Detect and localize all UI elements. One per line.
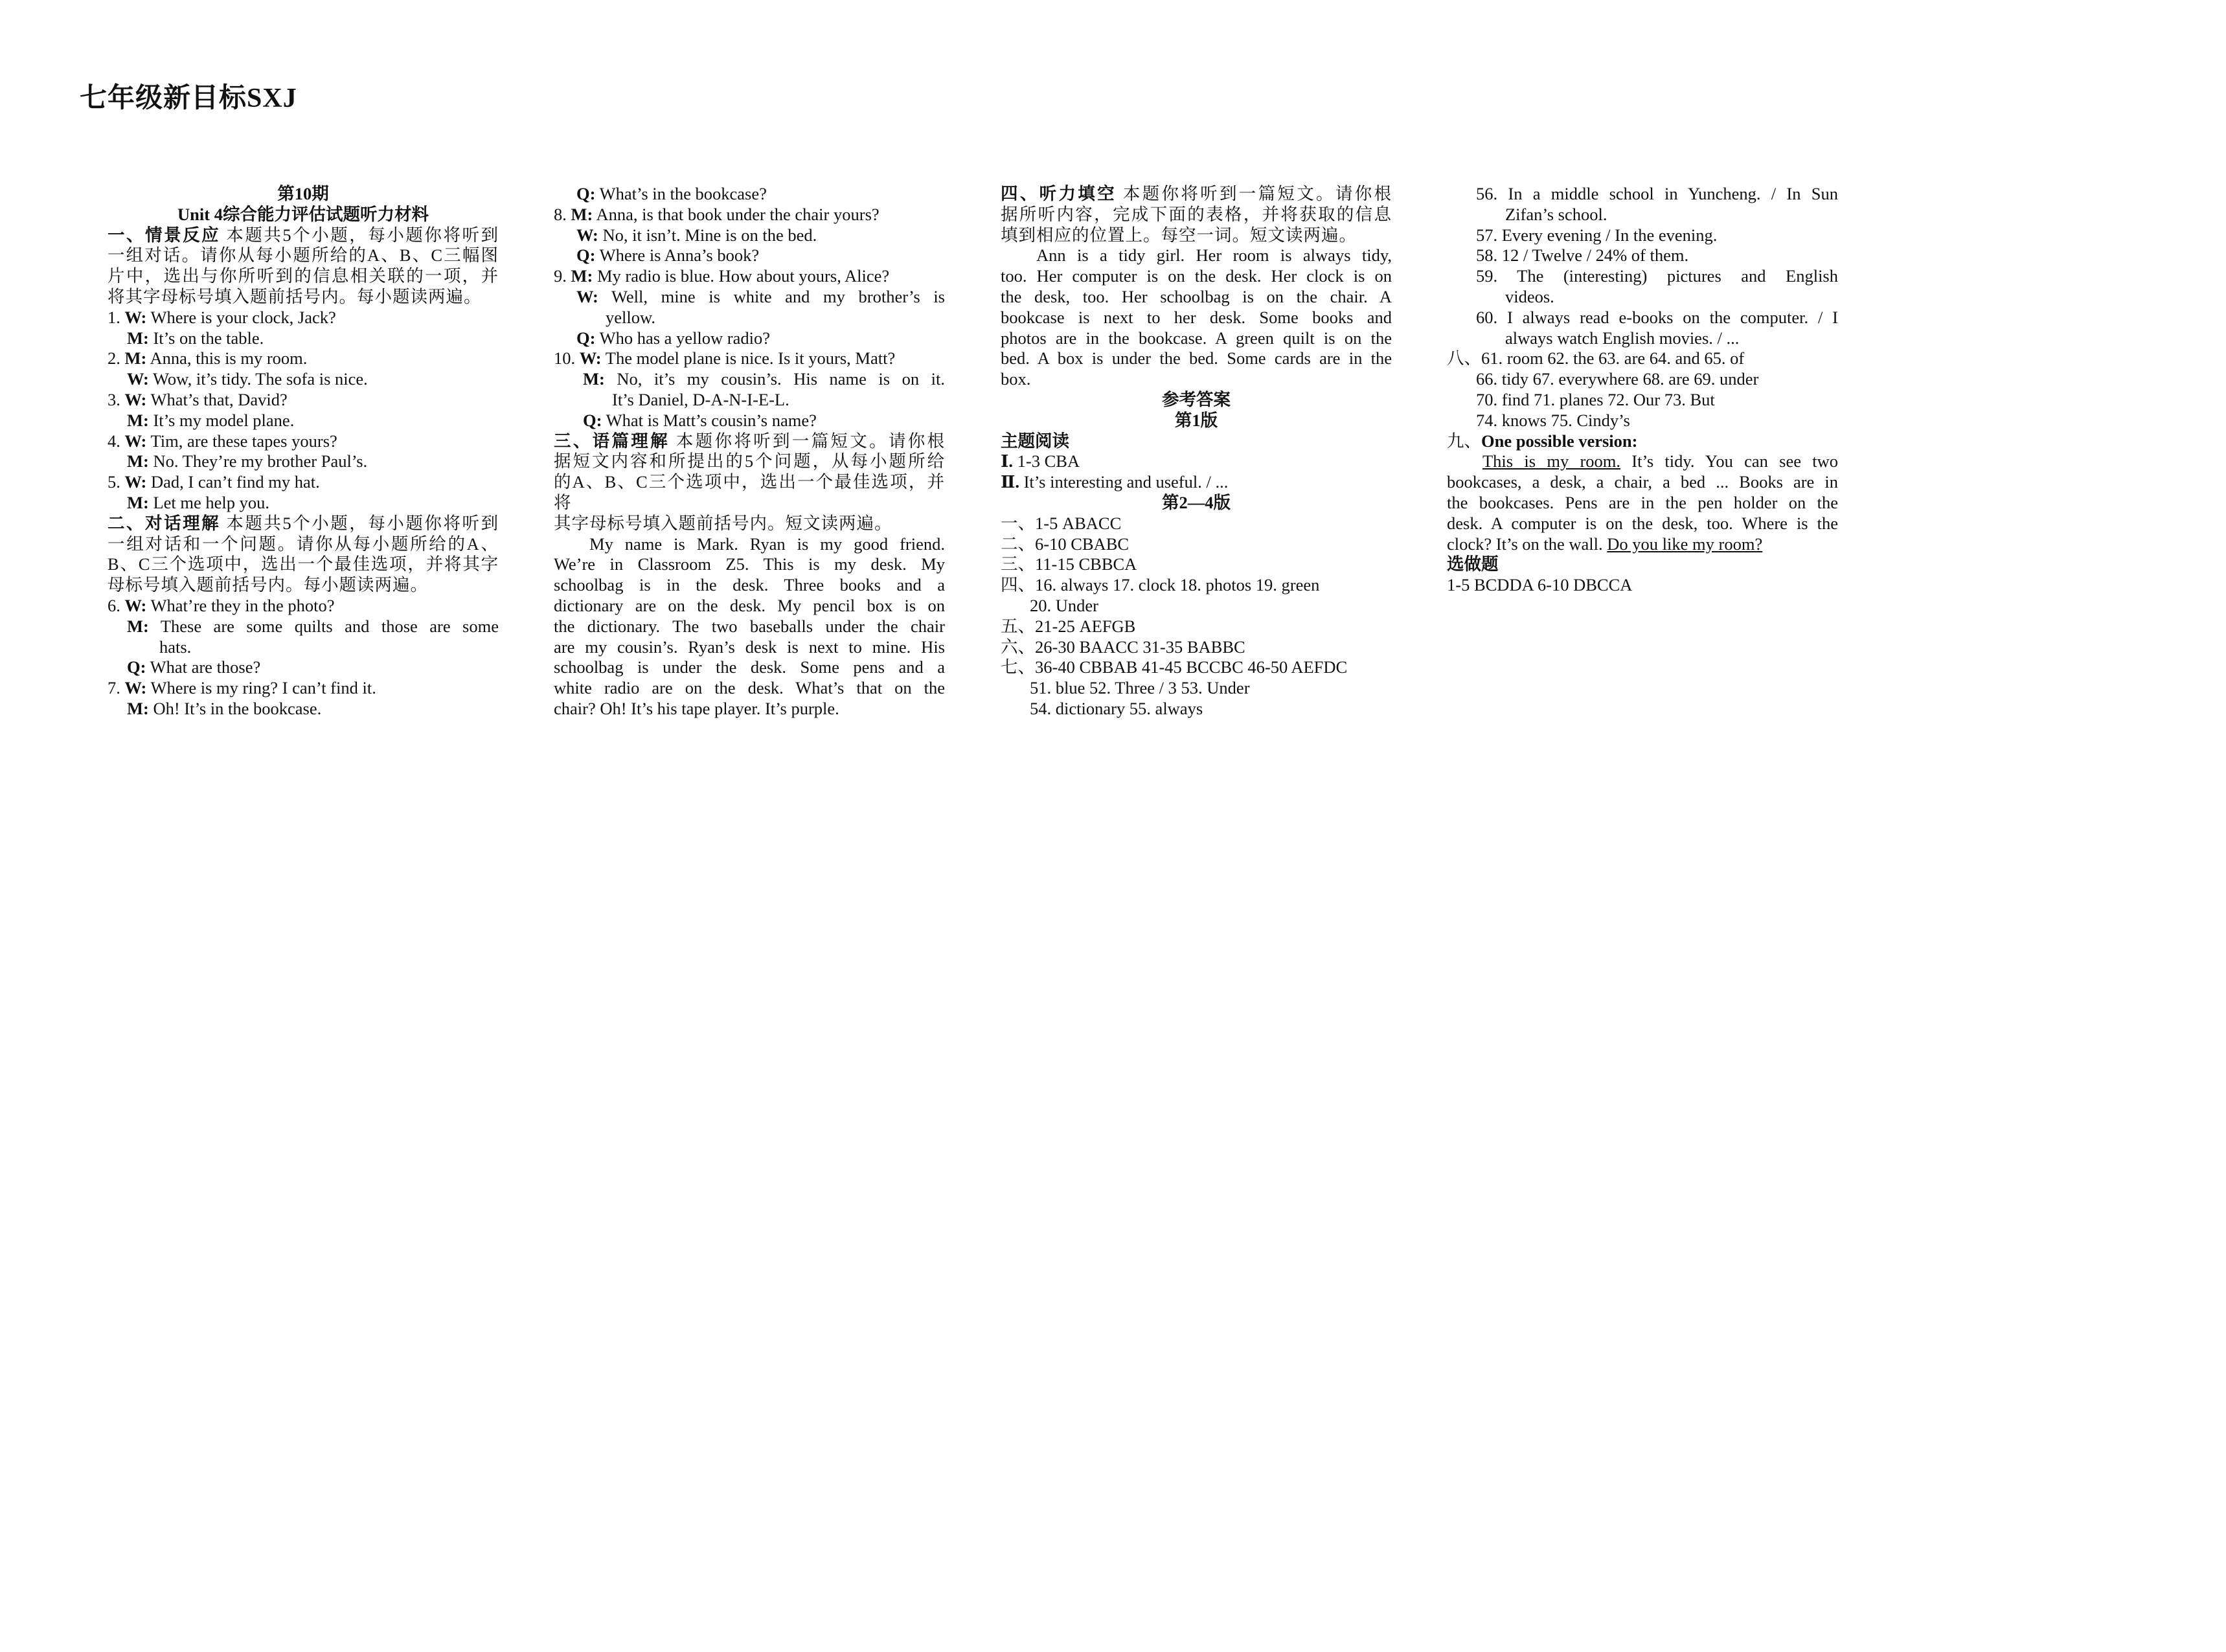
line-text: What is Matt’s cousin’s name? xyxy=(602,410,817,430)
bold-label: M: xyxy=(583,369,605,389)
text-line xyxy=(108,411,499,431)
line-text: My radio is blue. How about yours, Alice? xyxy=(593,266,890,286)
text-line xyxy=(108,287,499,308)
column-4 xyxy=(1447,184,1838,596)
text-line xyxy=(554,184,945,205)
text-line xyxy=(1001,369,1392,390)
text-line xyxy=(108,699,499,719)
line-text: 三、11-15 CBBCA xyxy=(1001,554,1137,574)
line-text: 主题阅读 xyxy=(1001,431,1069,451)
line-text: 第1版 xyxy=(1174,410,1218,430)
line-text: 一组对话。请你从每小题所给的A、B、C三幅图 xyxy=(108,245,499,266)
text-line xyxy=(1447,245,1838,266)
line-text: Anna, this is my room. xyxy=(146,348,308,368)
line-text: No. They’re my brother Paul’s. xyxy=(148,451,368,471)
line-text: hats. xyxy=(159,637,192,657)
line-text: photos are in the bookcase. A green quilt is on the xyxy=(1001,328,1392,348)
text-line xyxy=(1001,699,1392,719)
text-line xyxy=(1447,534,1838,555)
bold-label: Q: xyxy=(576,184,596,203)
text-line xyxy=(108,617,499,637)
line-text: 1. xyxy=(108,307,125,327)
line-text: Where is Anna’s book? xyxy=(595,245,760,266)
text-line xyxy=(1447,266,1838,287)
line-text: 7. xyxy=(108,678,125,698)
line-text: 据所听内容，完成下面的表格，并将获取的信息 xyxy=(1001,204,1392,224)
line-text: 本题共5个小题，每小题你将听到 xyxy=(220,225,499,245)
line-text: bookcase is next to her desk. Some books and xyxy=(1001,307,1392,327)
underlined-text: This is my room. xyxy=(1482,451,1621,471)
line-text: the desk, too. Her schoolbag is on the chair. A xyxy=(1001,286,1392,306)
text-line xyxy=(554,451,945,472)
bold-label: M: xyxy=(571,204,593,224)
text-line xyxy=(554,225,945,246)
line-text: dictionary are on the desk. My pencil box is on xyxy=(554,595,945,615)
line-text: It’s Daniel, D-A-N-I-E-L. xyxy=(612,389,789,409)
line-text: 4. xyxy=(108,431,125,451)
text-line xyxy=(1001,554,1392,575)
line-text: 57. Every evening / In the evening. xyxy=(1476,225,1718,245)
text-line xyxy=(108,472,499,493)
bold-label: Q: xyxy=(583,410,602,430)
text-line xyxy=(1001,678,1392,699)
line-text: are my cousin’s. Ryan’s desk is next to mine. His xyxy=(554,637,945,657)
text-line xyxy=(108,637,499,658)
text-line xyxy=(1001,431,1392,452)
text-line xyxy=(1447,411,1838,431)
text-line xyxy=(108,266,499,287)
line-text: box. xyxy=(1001,369,1031,389)
text-line xyxy=(1447,514,1838,534)
text-line xyxy=(1001,514,1392,534)
line-text: No, it’s my cousin’s. His name is on it. xyxy=(604,369,945,389)
line-text: 51. blue 52. Three / 3 53. Under xyxy=(1030,678,1250,698)
bold-label: W: xyxy=(124,431,147,451)
text-line xyxy=(108,431,499,452)
text-line xyxy=(1447,287,1838,308)
bold-label: M: xyxy=(127,616,149,636)
text-line xyxy=(554,308,945,328)
line-text: 选做题 xyxy=(1447,554,1499,574)
line-text: 1-3 CBA xyxy=(1013,451,1080,471)
line-text: 66. tidy 67. everywhere 68. are 69. under xyxy=(1476,369,1759,389)
bold-label: W: xyxy=(576,225,598,245)
line-text: Oh! It’s in the bookcase. xyxy=(148,698,322,718)
bold-label: 一、情景反应 xyxy=(108,225,221,245)
line-text: We’re in Classroom Z5. This is my desk. My xyxy=(554,554,945,574)
text-line xyxy=(554,245,945,266)
line-text: 9. xyxy=(554,266,571,286)
text-line xyxy=(1447,472,1838,493)
text-line xyxy=(1001,287,1392,308)
text-line xyxy=(1447,225,1838,246)
text-line xyxy=(1447,554,1838,575)
bold-label: Ⅰ. xyxy=(1001,451,1014,471)
bold-label: Q: xyxy=(576,328,596,348)
text-line xyxy=(554,514,945,534)
text-line xyxy=(554,328,945,349)
text-line xyxy=(108,369,499,390)
line-text: 本题你将听到一篇短文。请你根 xyxy=(669,431,946,451)
line-text: desk. A computer is on the desk, too. Where is the xyxy=(1447,513,1838,533)
line-text: 54. dictionary 55. always xyxy=(1030,698,1203,718)
line-text: 其字母标号填入题前括号内。短文读两遍。 xyxy=(554,513,892,533)
line-text: the dictionary. The two baseballs under the chair xyxy=(554,616,945,636)
text-line xyxy=(554,699,945,719)
bold-label: M: xyxy=(127,698,149,718)
text-line xyxy=(108,328,499,349)
text-line xyxy=(1001,308,1392,328)
line-text: bed. A box is under the bed. Some cards are in the xyxy=(1001,348,1392,368)
line-text: schoolbag is under the desk. Some pens and a xyxy=(554,657,945,677)
line-text: What are those? xyxy=(146,657,261,677)
line-text: 20. Under xyxy=(1030,595,1098,615)
text-line xyxy=(1001,575,1392,596)
bold-label: One possible version: xyxy=(1481,431,1638,451)
line-text: too. Her computer is on the desk. Her clock is on xyxy=(1001,266,1392,286)
line-text: 10. xyxy=(554,348,580,368)
underlined-text: Do you like my room? xyxy=(1607,534,1763,554)
line-text: 据短文内容和所提出的5个问题，从每小题所给 xyxy=(554,451,945,471)
bold-label: 二、对话理解 xyxy=(108,513,221,533)
line-text: 将其字母标号填入题前括号内。每小题读两遍。 xyxy=(108,286,482,306)
text-line xyxy=(1447,431,1838,452)
line-text: 3. xyxy=(108,389,125,409)
bold-label: M: xyxy=(127,328,149,348)
text-line xyxy=(554,472,945,514)
text-line xyxy=(108,554,499,575)
line-text: 一组对话和一个问题。请你从每小题所给的A、 xyxy=(108,534,499,554)
text-line xyxy=(108,390,499,411)
bold-label: W: xyxy=(576,286,598,306)
text-line xyxy=(1001,451,1392,472)
text-line xyxy=(1001,390,1392,411)
text-line xyxy=(554,534,945,555)
bold-label: W: xyxy=(124,389,147,409)
line-text: Who has a yellow radio? xyxy=(595,328,771,348)
bold-label: M: xyxy=(571,266,593,286)
bold-label: Q: xyxy=(576,245,596,266)
line-text: 58. 12 / Twelve / 24% of them. xyxy=(1476,245,1689,266)
bold-label: M: xyxy=(127,410,149,430)
text-line xyxy=(108,678,499,699)
line-text: No, it isn’t. Mine is on the bed. xyxy=(598,225,817,245)
bold-label: W: xyxy=(124,678,147,698)
line-text: Unit 4综合能力评估试题听力材料 xyxy=(177,204,429,224)
line-text: 70. find 71. planes 72. Our 73. But xyxy=(1476,389,1715,409)
text-line xyxy=(554,390,945,411)
line-text: 填到相应的位置上。每空一词。短文读两遍。 xyxy=(1001,225,1357,245)
text-line xyxy=(1001,328,1392,349)
line-text: It’s my model plane. xyxy=(148,410,295,430)
text-line xyxy=(1447,493,1838,514)
line-text: videos. xyxy=(1505,286,1554,306)
text-line xyxy=(108,534,499,555)
line-text: 六、26-30 BAACC 31-35 BABBC xyxy=(1001,637,1245,657)
bold-label: 四、听力填空 xyxy=(1001,184,1117,203)
line-text: 本题你将听到一篇短文。请你根 xyxy=(1116,184,1392,203)
text-line xyxy=(1001,184,1392,205)
bold-label: M: xyxy=(124,348,147,368)
text-line xyxy=(108,451,499,472)
bold-label: W: xyxy=(579,348,602,368)
text-line xyxy=(554,575,945,596)
text-line xyxy=(108,245,499,266)
text-line xyxy=(1447,451,1838,472)
text-line xyxy=(1001,411,1392,431)
text-line xyxy=(554,287,945,308)
text-line xyxy=(554,411,945,431)
line-text: The model plane is nice. Is it yours, Matt? xyxy=(601,348,896,368)
line-text: It’s on the table. xyxy=(148,328,264,348)
text-line xyxy=(1001,657,1392,678)
line-text: the bookcases. Pens are in the pen holder on the xyxy=(1447,492,1838,512)
line-text: schoolbag is in the desk. Three books and a xyxy=(554,575,945,595)
line-text: 本题共5个小题，每小题你将听到 xyxy=(220,513,499,533)
line-text: always watch English movies. / ... xyxy=(1505,328,1740,348)
column-2 xyxy=(554,184,945,719)
line-text: clock? It’s on the wall. xyxy=(1447,534,1607,554)
line-text: Tim, are these tapes yours? xyxy=(146,431,337,451)
line-text: These are some quilts and those are some xyxy=(148,616,499,636)
text-line xyxy=(1001,493,1392,514)
line-text: 八、61. room 62. the 63. are 64. and 65. of xyxy=(1447,348,1745,368)
text-line xyxy=(554,369,945,390)
line-text: 七、36-40 CBBAB 41-45 BCCBC 46-50 AEFDC xyxy=(1001,657,1348,677)
text-line xyxy=(1001,205,1392,225)
text-line xyxy=(554,348,945,369)
line-text: Dad, I can’t find my hat. xyxy=(146,472,320,492)
text-line xyxy=(1001,472,1392,493)
line-text: Where is your clock, Jack? xyxy=(146,307,336,327)
line-text: My name is Mark. Ryan is my good friend. xyxy=(589,534,945,554)
bold-label: M: xyxy=(127,492,149,512)
line-text: 一、1-5 ABACC xyxy=(1001,513,1122,533)
line-text: 九、 xyxy=(1447,431,1481,451)
line-text: Let me help you. xyxy=(148,492,270,512)
column-3 xyxy=(1001,184,1392,719)
text-line xyxy=(554,554,945,575)
line-text: 2. xyxy=(108,348,125,368)
line-text: Zifan’s school. xyxy=(1505,204,1607,224)
line-text: It’s interesting and useful. / ... xyxy=(1019,472,1229,492)
line-text: chair? Oh! It’s his tape player. It’s purple. xyxy=(554,698,839,718)
text-line xyxy=(1001,266,1392,287)
line-text: 母标号填入题前括号内。每小题读两遍。 xyxy=(108,575,428,595)
line-text: Anna, is that book under the chair yours? xyxy=(593,204,880,224)
text-line xyxy=(1447,308,1838,328)
line-text: Where is my ring? I can’t find it. xyxy=(146,678,376,698)
text-line xyxy=(554,678,945,699)
text-line xyxy=(1001,637,1392,658)
text-line xyxy=(1447,575,1838,596)
column-1 xyxy=(108,184,499,719)
text-line xyxy=(554,205,945,225)
text-line xyxy=(108,225,499,246)
line-text: 的A、B、C三个选项中，选出一个最佳选项，并将 xyxy=(554,472,945,512)
text-line xyxy=(554,617,945,637)
line-text: Ann is a tidy girl. Her room is always tidy, xyxy=(1036,245,1392,266)
bold-label: Q: xyxy=(127,657,146,677)
text-line xyxy=(554,431,945,452)
line-text: yellow. xyxy=(606,307,656,327)
text-line xyxy=(1001,225,1392,246)
text-line xyxy=(108,205,499,225)
text-line xyxy=(1447,328,1838,349)
text-line xyxy=(1447,205,1838,225)
bold-label: W: xyxy=(124,307,147,327)
line-text: 第2—4版 xyxy=(1162,492,1231,512)
line-text: Wow, it’s tidy. The sofa is nice. xyxy=(148,369,368,389)
bold-label: W: xyxy=(127,369,149,389)
line-text: bookcases, a desk, a chair, a bed ... Books are in xyxy=(1447,472,1838,492)
line-text: 60. I always read e-books on the computer. / I xyxy=(1476,307,1838,327)
line-text: 片中，选出与你所听到的信息相关联的一项，并 xyxy=(108,266,499,286)
text-line xyxy=(1001,348,1392,369)
text-line xyxy=(554,266,945,287)
text-line xyxy=(1001,617,1392,637)
line-text: 6. xyxy=(108,595,125,615)
line-text: B、C三个选项中，选出一个最佳选项，并将其字 xyxy=(108,554,499,574)
text-line xyxy=(1447,369,1838,390)
text-line xyxy=(108,184,499,205)
text-line xyxy=(108,348,499,369)
text-line xyxy=(1447,184,1838,205)
text-line xyxy=(108,308,499,328)
text-line xyxy=(108,657,499,678)
line-text: 5. xyxy=(108,472,125,492)
bold-label: M: xyxy=(127,451,149,471)
line-text: white radio are on the desk. What’s that on the xyxy=(554,678,945,698)
line-text: 第10期 xyxy=(277,184,329,203)
line-text: What’s in the bookcase? xyxy=(595,184,767,203)
text-line xyxy=(554,637,945,658)
text-line xyxy=(108,514,499,534)
line-text: 二、6-10 CBABC xyxy=(1001,534,1130,554)
text-line xyxy=(1001,245,1392,266)
text-line xyxy=(554,657,945,678)
bold-label: W: xyxy=(124,472,147,492)
line-text: 四、16. always 17. clock 18. photos 19. green xyxy=(1001,575,1320,595)
line-text: 参考答案 xyxy=(1162,389,1231,409)
line-text: Well, mine is white and my brother’s is xyxy=(598,286,945,306)
text-line xyxy=(554,596,945,617)
line-text: 74. knows 75. Cindy’s xyxy=(1476,410,1630,430)
text-line xyxy=(108,596,499,617)
line-text: It’s tidy. You can see two xyxy=(1620,451,1838,471)
page-header: 七年级新目标SXJ xyxy=(80,84,297,113)
line-text: 59. The (interesting) pictures and English xyxy=(1476,266,1838,286)
bold-label: Ⅱ. xyxy=(1001,472,1019,492)
text-line xyxy=(1001,596,1392,617)
text-line xyxy=(108,575,499,596)
line-text: 1-5 BCDDA 6-10 DBCCA xyxy=(1447,575,1633,595)
text-line xyxy=(1447,390,1838,411)
line-text: What’s that, David? xyxy=(146,389,288,409)
line-text: What’re they in the photo? xyxy=(146,595,335,615)
text-line xyxy=(1447,348,1838,369)
line-text: 8. xyxy=(554,204,571,224)
bold-label: 三、语篇理解 xyxy=(554,431,670,451)
line-text: 56. In a middle school in Yuncheng. / In Sun xyxy=(1476,184,1838,203)
text-line xyxy=(108,493,499,514)
line-text: 五、21-25 AEFGB xyxy=(1001,616,1136,636)
bold-label: W: xyxy=(124,595,147,615)
text-line xyxy=(1001,534,1392,555)
